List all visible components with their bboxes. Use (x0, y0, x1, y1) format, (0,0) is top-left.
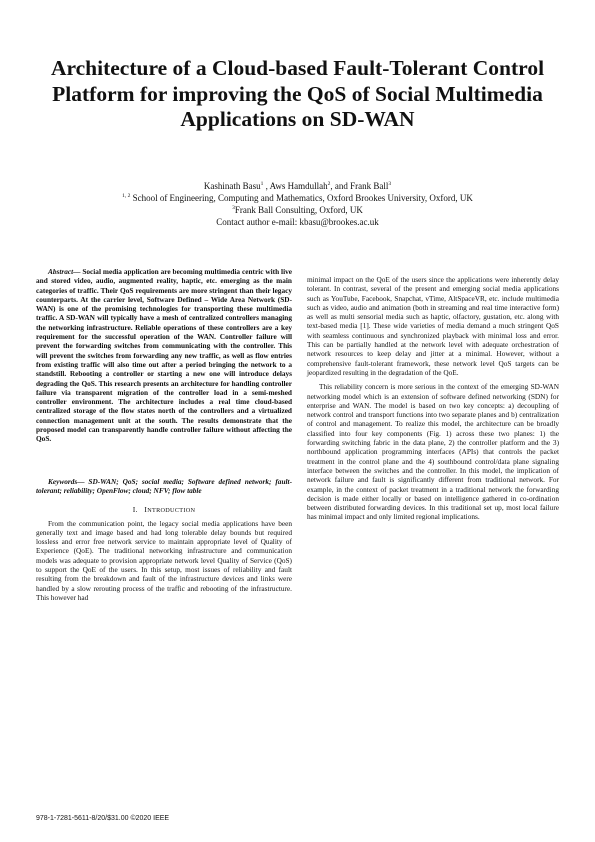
affiliation-marker: 3 (232, 205, 235, 211)
title-line-1: Architecture of a Cloud-based Fault-Tolerant Control (50, 56, 545, 80)
author-name: Kashinath Basu (203, 181, 261, 191)
section-title-rest: NTRODUCTION (147, 507, 196, 515)
author-line (30, 180, 565, 192)
body-paragraph: minimal impact on the QoE of the users since the applications were inherently delay tolerant. In contrast, several of the present and emerging social media applications such as YouTube, Facebook, Snapchat, vTime, AltSpaceVR, etc. include multimedia such as video, audio and animation (both in streaming and real time interactive form) as well as multi sensorial media such as haptic, olfactory, gustation, etc. along with text-based media [1]. These wide varieties of media demand a much stringent QoS with seamless continuous and synchronized playback with minimal loss and error. This can be partially handled at the network level with adequate orchestration of network resources to keep delay and jitter at a minimal. However, without a comprehensive fault-tolerant framework, these network level QoS targets can be jeopardized resulting in the degradation of the QoE. (307, 275, 559, 377)
author-separator: , and (330, 181, 351, 191)
keywords-label: Keywords (48, 476, 78, 486)
left-column (36, 267, 292, 602)
author-name: Frank Ball (350, 181, 389, 191)
author-affiliation-marker: 1 (260, 181, 264, 187)
author-affiliation-marker: 3 (388, 181, 392, 187)
body-paragraph: This reliability concern is more serious in the context of the emerging SD-WAN networking model which is an extension of software defined networking (SDN) for enterprise and WAN. The model is based on two key concepts: a) decoupling of network control and transport functions into two separate planes and b) centralization of control and management. To realize this model, the architecture can be broadly classified into four key components (Fig. 1) across these two planes: 1) the forwarding switching fabric in the data plane, 2) the controller platform and the 3) northbound application programming interfaces (APIs) that controls the packet treatment in the control plane and the 4) southbound control/data plane signaling interface between the switches and the controller. In this model, the implication of network failure and fault is significantly different from traditional network. For example, in the context of packet treatment in a traditional network the forwarding decision is made either locally or based on intelligence gathered in co-ordination between distributed forwarding devices. In this traditional set up, most local failure has minimal impact and only limited regional implications. (307, 382, 559, 522)
section-heading-introduction (36, 505, 292, 515)
section-title-initial: I (144, 505, 148, 515)
author-affiliation-marker: 2 (327, 181, 331, 187)
author-block (30, 180, 565, 228)
affiliation-line (30, 204, 565, 216)
paper-title (30, 56, 565, 133)
affiliation-text: Frank Ball Consulting, Oxford, UK (234, 205, 363, 215)
section-numeral: I. (132, 505, 138, 515)
title-line-2: Platform for improving the QoS of Social Multimedia (52, 81, 543, 106)
abstract (36, 267, 292, 444)
title-line-3: Applications on SD-WAN (180, 107, 415, 131)
right-column (307, 275, 559, 522)
affiliation-text: School of Engineering, Computing and Mathematics, Oxford Brookes University, Oxford, UK (130, 193, 473, 203)
body-paragraph: From the communication point, the legacy social media applications have been generally text and image based and had long tolerable delay bounds but required lossless and error free network service to maintain appropriate level of Quality of Experience (QoE). The traditional networking infrastructure and communication models was adequate to provision appropriate network level Quality of Service (QoS) to support the QoE of the users. In this setup, most issues of reliability and fault resulting from the breakdown and fault of the infrastructure devices and links were handled by a slow rerouting process of the traffic and rebooting of the infrastructure. This however had (36, 518, 292, 602)
contact-email: Contact author e-mail: kbasu@brookes.ac.uk (216, 217, 379, 227)
affiliation-line (30, 192, 565, 204)
affiliation-marker: 1, 2 (122, 193, 131, 199)
abstract-text: — Social media application are becoming multimedia centric with live and stored video, audio, augmented reality, haptic, etc. emerging as the main categories of traffic. Their QoS requirements are more stringent than their legacy counterparts. At the carrier level, Software Defined – Wide Area Network (SD-WAN) is one of the promising technologies for transporting these multimedia traffic. A SD-WAN will typically have a mesh of centralized controllers managing the networking infrastructure. Reliable operations of these controllers are a key requirement for the successful operation of the WAN. Controller failure will prevent the forwarding switches from communicating with the controller. This will prevent the switches from forwarding any new traffic, as well as flow entries from existing traffic will also time out after a period bringing the network to a standstill. Rebooting a controller or starting a new one will introduce delays degrading the QoS. This research presents an architecture for handling controller failure via transparent migration of the controller load in a semi-meshed controller environment. The architecture includes a real time cloud-based centralized storage of the flow states north of the controllers and a virtualized connection management unit at the south. The results demonstrate that the proposed model can transparently handle controller failure without affecting the QoS. (36, 267, 292, 444)
abstract-label: Abstract (48, 267, 74, 276)
author-name: Aws Hamdullah (269, 181, 328, 191)
keywords-text: — SD-WAN; QoS; social media; Software defined network; fault-tolerant; reliability; OpenFlow; cloud; NFV; flow table (36, 476, 292, 495)
copyright-footer: 978-1-7281-5611-8/20/$31.00 ©2020 IEEE (36, 815, 170, 822)
keywords (36, 477, 292, 496)
author-separator: , (263, 181, 270, 191)
